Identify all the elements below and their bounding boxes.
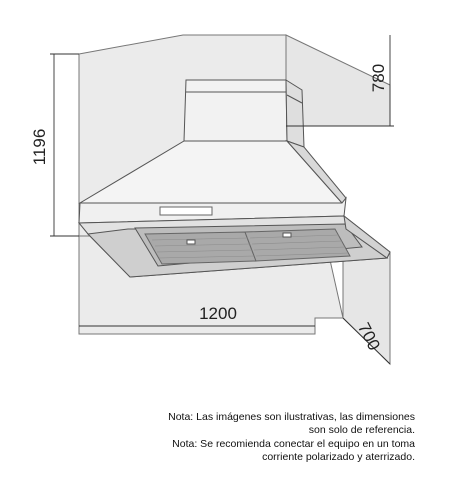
note-line: corriente polarizado y aterrizado. [262,450,415,463]
note-line: son solo de referencia. [308,424,415,437]
note-line: Nota: Las imágenes son ilustrativas, las dimensiones [168,411,415,423]
chimney [184,80,304,147]
notes-block [115,411,415,464]
chimney-height-label: 780 [369,63,388,93]
width-label: 1200 [199,304,237,323]
depth-label: 700 [353,319,384,354]
note-line: Nota: Se recomienda conectar el equipo en un toma [172,437,415,450]
height-total-label: 1196 [30,128,49,166]
